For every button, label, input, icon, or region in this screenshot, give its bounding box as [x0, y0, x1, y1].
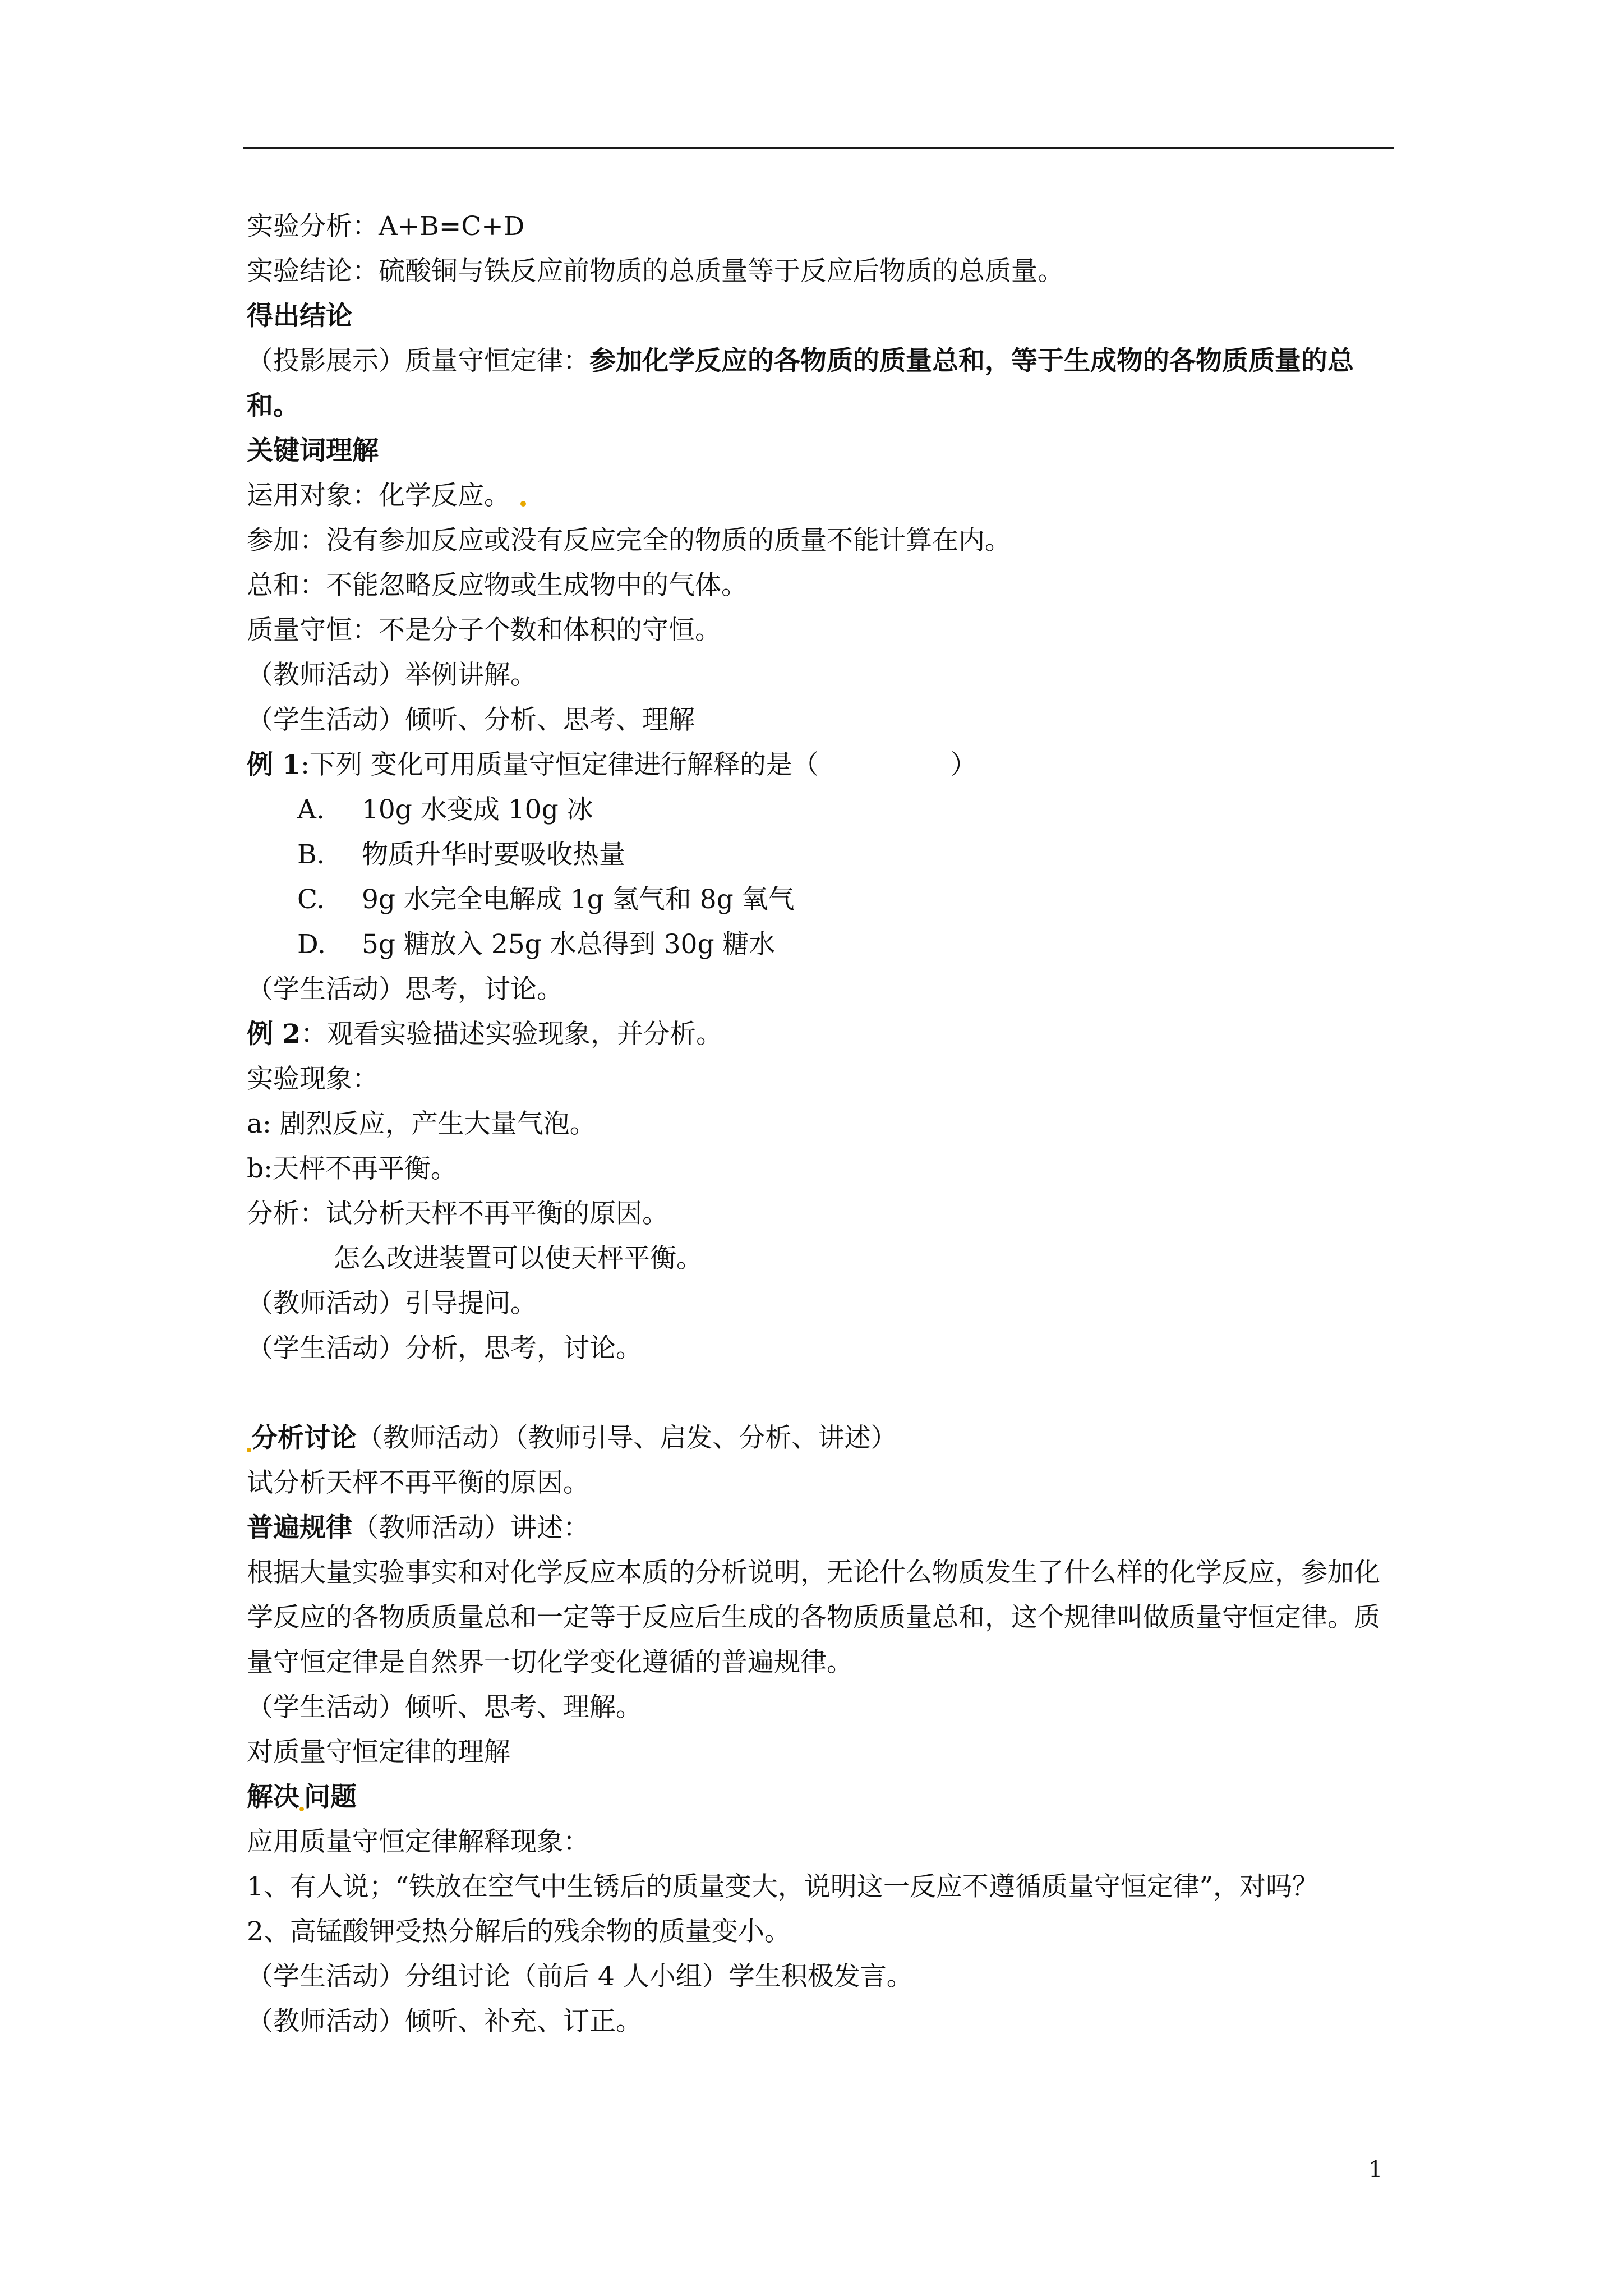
example-1-option — [247, 922, 1396, 967]
option-text: 物质升华时要吸收热量 — [362, 839, 625, 870]
blank-line — [247, 1371, 1396, 1416]
analysis-discussion — [247, 1416, 1396, 1461]
analysis-reason: 试分析天枰不再平衡的原因。 — [247, 1467, 589, 1498]
keyword-object — [247, 473, 1396, 518]
example-1-option — [247, 877, 1396, 922]
general-rule-text: （教师活动）讲述： — [352, 1512, 589, 1543]
apply-law-intro: 应用质量守恒定律解释现象： — [247, 1826, 589, 1857]
heading-solve-a: 解决 — [247, 1782, 299, 1812]
analysis-question-2: 怎么改进装置可以使天枰平衡。 — [334, 1243, 703, 1274]
example-2-label: 例 2 — [247, 1019, 301, 1050]
heading-keywords: 关键词理解 — [247, 435, 379, 466]
law-statement-definition: 参加化学反应的各物质的质量总和，等于生成物的各物质质量的总和。 — [247, 346, 1354, 421]
teacher-activity-example: （教师活动）举例讲解。 — [247, 660, 537, 691]
option-letter: B. — [297, 839, 325, 870]
experiment-conclusion: 实验结论：硫酸铜与铁反应前物质的总质量等于反应后物质的总质量。 — [247, 256, 1064, 287]
law-statement — [247, 339, 1396, 429]
general-rule-paragraph: 根据大量实验事实和对化学反应本质的分析说明，无论什么物质发生了什么样的化学反应，参加化学反应的各物质质量总和一定等于反应后生成的各物质质量总和，这个规律叫做质量守恒定律。质量守恒定律是自然界一切化学变化遵循的普遍规律。 — [247, 1557, 1380, 1678]
experiment-phenomena-heading: 实验现象： — [247, 1064, 379, 1094]
law-statement-prefix: （投影展示）质量守恒定律： — [247, 346, 589, 376]
option-letter: C. — [297, 884, 325, 915]
option-letter: A. — [297, 794, 325, 825]
keyword-conservation: 质量守恒：不是分子个数和体积的守恒。 — [247, 615, 721, 646]
keyword-sum: 总和：不能忽略反应物或生成物中的气体。 — [247, 570, 748, 601]
option-text: 9g 水完全电解成 1g 氢气和 8g 氧气 — [362, 884, 795, 915]
example-1-question — [247, 743, 1396, 788]
example-2-text: ：观看实验描述实验现象，并分析。 — [301, 1019, 723, 1050]
keyword-participate: 参加：没有参加反应或没有反应完全的物质的质量不能计算在内。 — [247, 525, 1011, 556]
bullet-dot-icon — [247, 1448, 251, 1452]
experiment-analysis: 实验分析：A+B=C+D — [247, 211, 525, 242]
bullet-dot-icon — [520, 501, 526, 507]
example-2-question — [247, 1012, 1396, 1057]
student-activity-analyze: （学生活动）分析，思考，讨论。 — [247, 1333, 642, 1364]
question-2: 2、高锰酸钾受热分解后的残余物的质量变小。 — [247, 1916, 791, 1947]
phenomenon-a: a: 剧烈反应，产生大量气泡。 — [247, 1108, 596, 1139]
student-activity-discuss: （学生活动）思考，讨论。 — [247, 974, 563, 1005]
example-1-option — [247, 832, 1396, 877]
analysis-discussion-label: 分析讨论 — [251, 1423, 357, 1453]
example-1-text: :下列 变化可用质量守恒定律进行解释的是（ ） — [301, 749, 977, 780]
heading-solve-b: 问题 — [304, 1782, 357, 1812]
law-understanding: 对质量守恒定律的理解 — [247, 1737, 510, 1768]
student-activity-listen: （学生活动）倾听、分析、思考、理解 — [247, 705, 695, 735]
teacher-activity-correct: （教师活动）倾听、补充、订正。 — [247, 2006, 642, 2037]
teacher-activity-guide: （教师活动）引导提问。 — [247, 1288, 537, 1319]
document-body — [247, 204, 1396, 2044]
general-rule — [247, 1506, 1396, 1550]
option-letter: D. — [297, 929, 326, 960]
option-text: 5g 糖放入 25g 水总得到 30g 糖水 — [362, 929, 776, 960]
keyword-object-text: 运用对象：化学反应。 — [247, 480, 510, 511]
general-rule-label: 普遍规律 — [247, 1512, 352, 1543]
example-1-option — [247, 788, 1396, 832]
phenomenon-b: b:天枰不再平衡。 — [247, 1153, 457, 1184]
question-1: 1、有人说；“铁放在空气中生锈后的质量变大，说明这一反应不遵循质量守恒定律”，对吗？ — [247, 1871, 1318, 1902]
student-activity-understand: （学生活动）倾听、思考、理解。 — [247, 1692, 642, 1723]
analysis-discussion-text: （教师活动）（教师引导、启发、分析、讲述） — [357, 1423, 897, 1453]
heading-solve-problem — [247, 1775, 1396, 1820]
analysis-question-1: 分析：试分析天枰不再平衡的原因。 — [247, 1198, 668, 1229]
student-activity-group: （学生活动）分组讨论（前后 4 人小组）学生积极发言。 — [247, 1961, 913, 1992]
bullet-dot-icon — [299, 1807, 304, 1811]
option-text: 10g 水变成 10g 冰 — [362, 794, 593, 825]
page-number: 1 — [1368, 2157, 1383, 2183]
header-rule — [243, 147, 1394, 149]
example-1-label: 例 1 — [247, 749, 301, 780]
heading-draw-conclusion: 得出结论 — [247, 301, 352, 332]
